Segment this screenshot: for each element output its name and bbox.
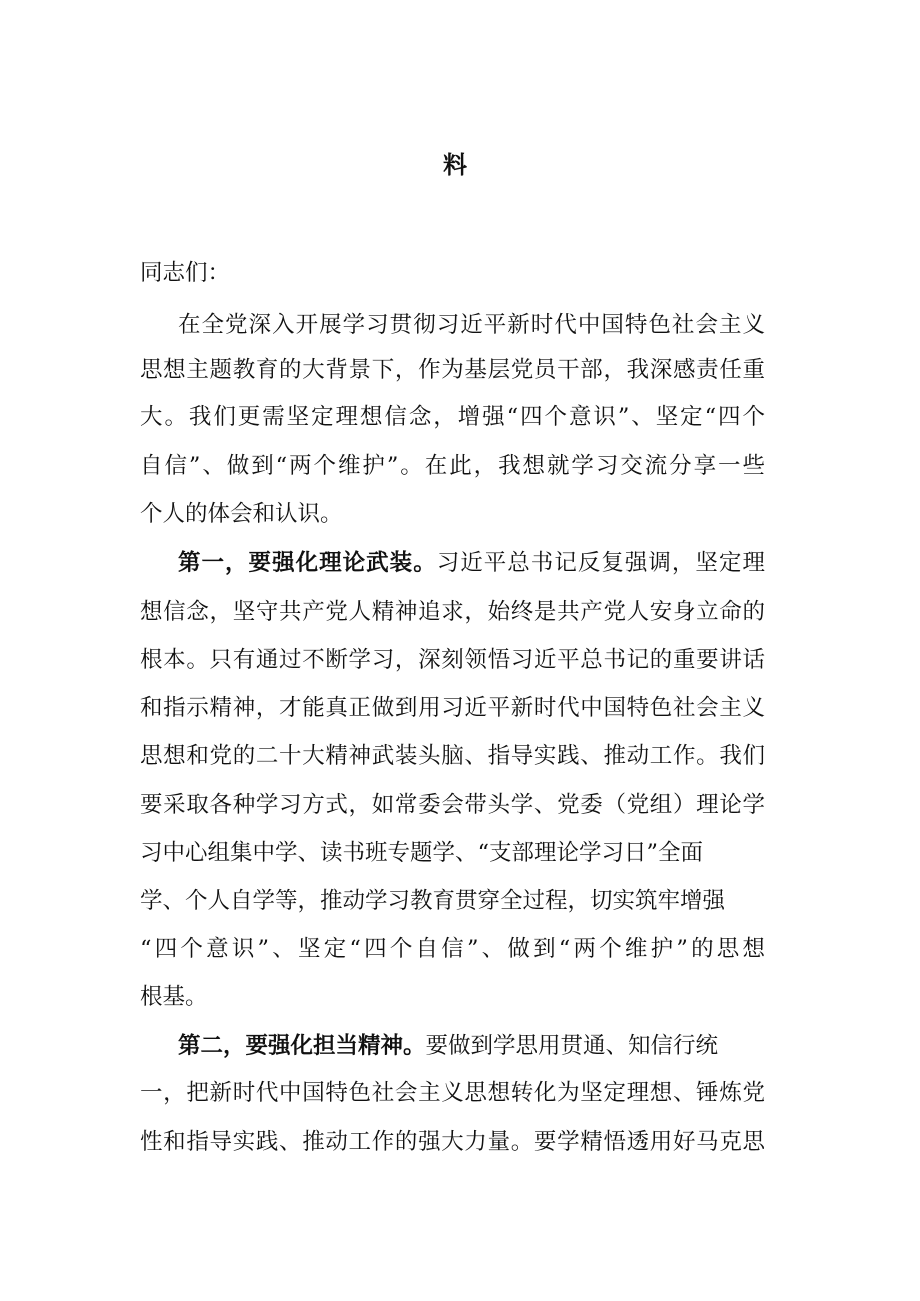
salutation: 同志们： bbox=[140, 260, 231, 286]
paragraph-line: 自信”、做到“两个维护”。在此，我想就学习交流分享一些 bbox=[140, 453, 765, 479]
paragraph-line: 个人的体会和认识。 bbox=[140, 501, 343, 527]
paragraph-line: 在全党深入开展学习贯彻习近平新时代中国特色社会主义 bbox=[178, 312, 765, 338]
paragraph-line: 想信念，坚守共产党人精神追求，始终是共产党人安身立命的 bbox=[140, 599, 765, 625]
paragraph-line: 习中心组集中学、读书班专题学、“支部理论学习日”全面 bbox=[140, 840, 704, 866]
page-title: 料 bbox=[443, 150, 467, 179]
paragraph-line: 要采取各种学习方式，如常委会带头学、党委（党组）理论学 bbox=[140, 792, 765, 818]
paragraph-line: 根基。 bbox=[140, 984, 208, 1010]
paragraph-first-line bbox=[178, 1031, 745, 1061]
paragraph-line: 学、个人自学等，推动学习教育贯穿全过程，切实筑牢增强 bbox=[140, 888, 726, 914]
paragraph-line: 思想主题教育的大背景下，作为基层党员干部，我深感责任重 bbox=[140, 357, 765, 383]
paragraph-line: 思想和党的二十大精神武装头脑、指导实践、推动工作。我们 bbox=[140, 743, 765, 769]
paragraph-line: 性和指导实践、推动工作的强大力量。要学精悟透用好马克思 bbox=[140, 1129, 765, 1155]
paragraph-first-line bbox=[178, 548, 765, 578]
section-heading: 第一，要强化理论武装。 bbox=[178, 550, 437, 576]
paragraph-text: 要做到学思用贯通、知信行统 bbox=[425, 1033, 719, 1059]
paragraph-line: 根本。只有通过不断学习，深刻领悟习近平总书记的重要讲话 bbox=[140, 647, 765, 673]
paragraph-line: 和指示精神，才能真正做到用习近平新时代中国特色社会主义 bbox=[140, 695, 765, 721]
paragraph-line: 一，把新时代中国特色社会主义思想转化为坚定理想、锤炼党 bbox=[140, 1080, 765, 1106]
paragraph-line: “四个意识”、坚定“四个自信”、做到“两个维护”的思想 bbox=[140, 936, 765, 962]
paragraph-line: 大。我们更需坚定理想信念，增强“四个意识”、坚定“四个 bbox=[140, 404, 765, 430]
paragraph-text: 习近平总书记反复强调，坚定理 bbox=[436, 550, 765, 576]
section-heading: 第二，要强化担当精神。 bbox=[178, 1033, 426, 1059]
